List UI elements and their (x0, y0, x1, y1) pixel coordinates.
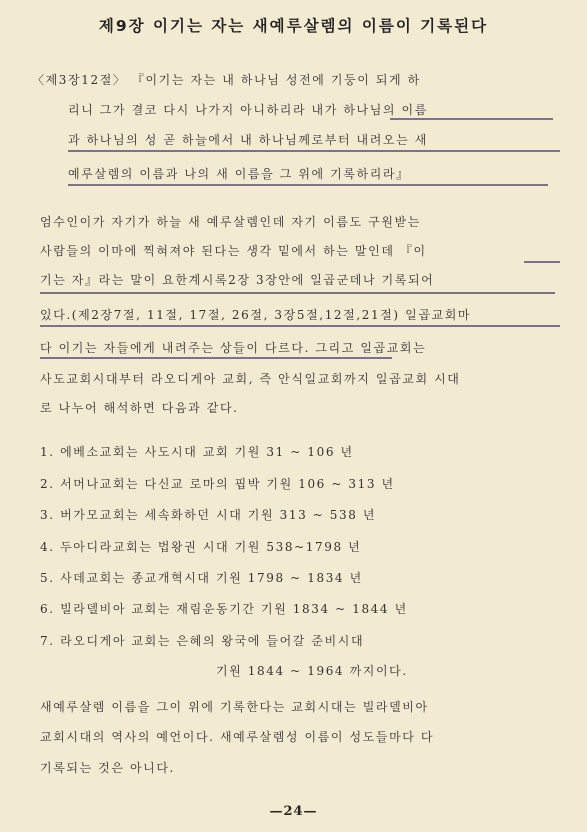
list-item: 4. 두아디라교회는 법왕권 시대 기원 538~1798 년 (40, 540, 362, 554)
underline (390, 118, 553, 120)
underline (68, 150, 560, 152)
chapter-title: 제9장 이기는 자는 새예루살렘의 이름이 기록된다 (98, 17, 489, 35)
quote-line: 〈제3장12절〉 『이기는 자는 내 하나님 성전에 기둥이 되게 하 (32, 73, 421, 87)
underline (524, 261, 560, 263)
list-item: 6. 빌라델비아 교회는 재림운동기간 기원 1834 ~ 1844 년 (40, 602, 408, 616)
paragraph-line: 있다.(제2장7절, 11절, 17절, 26절, 3장5절,12절,21절) 일곱교회마 (40, 308, 472, 322)
underline (68, 184, 548, 186)
paragraph-line: 기록되는 것은 아니다. (40, 761, 175, 775)
underline (40, 357, 392, 359)
underline (40, 325, 560, 327)
list-item: 7. 라오디게아 교회는 은혜의 왕국에 들어갈 준비시대 (40, 634, 365, 648)
paragraph-line: 로 나누어 해석하면 다음과 같다. (40, 401, 239, 415)
paragraph-line: 사도교회시대부터 라오디게아 교회, 즉 안식일교회까지 일곱교회 시대 (40, 372, 461, 386)
page-number: —24— (269, 804, 318, 819)
list-item: 3. 버가모교회는 세속화하던 시대 기원 313 ~ 538 년 (40, 508, 377, 522)
underline (40, 292, 555, 294)
quote-line: 과 하나님의 성 곧 하늘에서 내 하나님께로부터 내려오는 새 (68, 133, 428, 147)
paragraph-line: 엄수인이가 자기가 하늘 새 예루살렘인데 자기 이름도 구원받는 (40, 215, 421, 229)
list-item: 5. 사데교회는 종교개혁시대 기원 1798 ~ 1834 년 (40, 571, 363, 585)
paragraph-line: 기는 자』라는 말이 요한계시록2장 3장안에 일곱군데나 기록되어 (40, 273, 435, 287)
list-item-continuation: 기원 1844 ~ 1964 까지이다. (216, 664, 408, 678)
list-item: 1. 에베소교회는 사도시대 교회 기원 31 ~ 106 년 (40, 445, 354, 459)
quote-line: 리니 그가 결코 다시 나가지 아니하리라 내가 하나님의 이름 (68, 103, 428, 117)
paragraph-line: 새예루살렘 이름을 그이 위에 기록한다는 교회시대는 빌라델비아 (40, 700, 429, 714)
paragraph-line: 다 이기는 자들에게 내려주는 상들이 다르다. 그리고 일곱교회는 (40, 341, 427, 355)
paragraph-line: 사람들의 이마에 찍혀져야 된다는 생각 밑에서 하는 말인데 『이 (40, 244, 427, 258)
paragraph-line: 교회시대의 역사의 예언이다. 새예루살렘성 이름이 성도들마다 다 (40, 730, 435, 744)
quote-line: 예루살렘의 이름과 나의 새 이름을 그 위에 기록하리라』 (68, 167, 410, 181)
list-item: 2. 서머나교회는 다신교 로마의 핍박 기원 106 ~ 313 년 (40, 477, 395, 491)
